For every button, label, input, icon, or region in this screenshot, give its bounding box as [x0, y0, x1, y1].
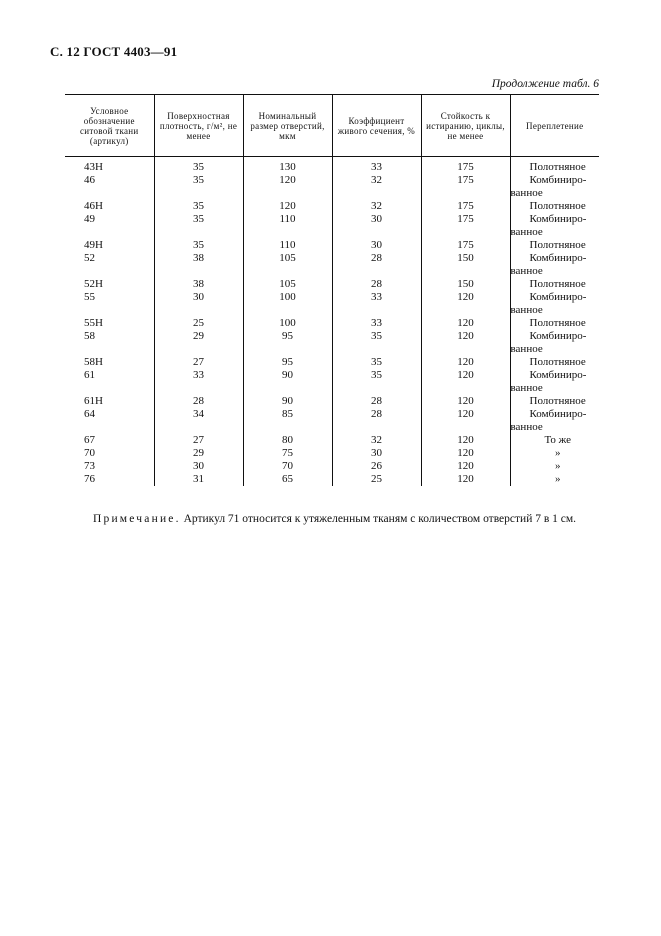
cell-weave: [510, 291, 599, 317]
weave-text: Комбиниро-: [529, 291, 587, 303]
note-text: Артикул 71 относится к утяжеленным тканям с количеством отверстий 7 в 1 см.: [183, 513, 577, 525]
cell-article: 46: [84, 174, 95, 186]
cell-density: 25: [154, 317, 243, 330]
cell-size: 105: [243, 252, 332, 278]
cell-resistance: 175: [421, 157, 510, 175]
cell-density: 33: [154, 369, 243, 395]
cell-weave: [510, 330, 599, 356]
weave-text: Комбиниро-: [529, 174, 587, 186]
cell-weave: [510, 317, 599, 330]
weave-text: Полотняное: [529, 239, 586, 251]
sieve-fabric-table: [65, 94, 599, 486]
weave-text: Полотняное: [529, 317, 586, 329]
cell-size: 120: [243, 200, 332, 213]
weave-text: »: [555, 447, 561, 459]
cell-resistance: 120: [421, 460, 510, 473]
cell-weave: [510, 213, 599, 239]
cell-resistance: 120: [421, 330, 510, 356]
header-article: Условное обозначение ситовой ткани (артикул): [65, 95, 154, 157]
cell-size: 85: [243, 408, 332, 434]
weave-text-continued: ванное: [510, 187, 543, 199]
cell-article: 61: [84, 369, 95, 381]
header-coefficient: Коэффициент живого сечения, %: [332, 95, 421, 157]
cell-density: 29: [154, 330, 243, 356]
header-resistance: Стойкость к истиранию, циклы, не менее: [421, 95, 510, 157]
weave-text: Комбиниро-: [529, 252, 587, 264]
table-row: [65, 239, 599, 252]
cell-size: 95: [243, 330, 332, 356]
weave-text: Полотняное: [529, 161, 586, 173]
cell-article: 52: [84, 252, 95, 264]
cell-weave: [510, 157, 599, 175]
cell-coefficient: 30: [332, 213, 421, 239]
cell-resistance: 150: [421, 252, 510, 278]
cell-density: 27: [154, 356, 243, 369]
cell-resistance: 120: [421, 395, 510, 408]
cell-coefficient: 32: [332, 200, 421, 213]
cell-article: 58Н: [84, 356, 103, 368]
cell-size: 130: [243, 157, 332, 175]
cell-weave: [510, 395, 599, 408]
weave-text: »: [555, 460, 561, 472]
cell-weave: [510, 174, 599, 200]
cell-coefficient: 28: [332, 278, 421, 291]
cell-weave: [510, 369, 599, 395]
weave-text-continued: ванное: [510, 421, 543, 433]
cell-weave: [510, 408, 599, 434]
cell-density: 30: [154, 291, 243, 317]
table-row: [65, 434, 599, 447]
cell-density: 34: [154, 408, 243, 434]
weave-text: То же: [544, 434, 571, 446]
cell-weave: [510, 447, 599, 460]
table-row: [65, 317, 599, 330]
cell-coefficient: 32: [332, 434, 421, 447]
table-row: [65, 157, 599, 175]
cell-weave: [510, 278, 599, 291]
weave-text: Полотняное: [529, 278, 586, 290]
cell-article: 55Н: [84, 317, 103, 329]
cell-size: 100: [243, 317, 332, 330]
cell-resistance: 120: [421, 369, 510, 395]
cell-resistance: 175: [421, 239, 510, 252]
cell-article: 73: [84, 460, 95, 472]
cell-resistance: 120: [421, 473, 510, 486]
weave-text-continued: ванное: [510, 226, 543, 238]
table-row: [65, 356, 599, 369]
cell-density: 35: [154, 213, 243, 239]
weave-text-continued: ванное: [510, 382, 543, 394]
cell-article: 70: [84, 447, 95, 459]
cell-density: 29: [154, 447, 243, 460]
table-body: [65, 157, 599, 487]
cell-resistance: 150: [421, 278, 510, 291]
cell-resistance: 120: [421, 291, 510, 317]
table-row: [65, 252, 599, 278]
cell-size: 90: [243, 369, 332, 395]
cell-resistance: 120: [421, 356, 510, 369]
weave-text: Комбиниро-: [529, 213, 587, 225]
weave-text: »: [555, 473, 561, 485]
header-size: Номинальный размер отверстий, мкм: [243, 95, 332, 157]
cell-size: 110: [243, 213, 332, 239]
cell-size: 80: [243, 434, 332, 447]
cell-weave: [510, 200, 599, 213]
weave-text-continued: ванное: [510, 343, 543, 355]
cell-density: 38: [154, 278, 243, 291]
table-row: [65, 200, 599, 213]
header-density: Поверхностная плотность, г/м², не менее: [154, 95, 243, 157]
weave-text-continued: ванное: [510, 265, 543, 277]
cell-size: 70: [243, 460, 332, 473]
cell-coefficient: 25: [332, 473, 421, 486]
cell-resistance: 120: [421, 447, 510, 460]
table-row: [65, 278, 599, 291]
cell-weave: [510, 239, 599, 252]
cell-coefficient: 33: [332, 317, 421, 330]
cell-article: 64: [84, 408, 95, 420]
cell-coefficient: 35: [332, 356, 421, 369]
cell-density: 35: [154, 174, 243, 200]
cell-size: 75: [243, 447, 332, 460]
cell-coefficient: 28: [332, 252, 421, 278]
cell-coefficient: 28: [332, 395, 421, 408]
cell-coefficient: 28: [332, 408, 421, 434]
cell-coefficient: 33: [332, 157, 421, 175]
page-header: С. 12 ГОСТ 4403—91: [50, 44, 178, 59]
table-note: [93, 513, 576, 525]
cell-density: 38: [154, 252, 243, 278]
cell-article: 58: [84, 330, 95, 342]
cell-weave: [510, 356, 599, 369]
weave-text-continued: ванное: [510, 304, 543, 316]
weave-text: Комбиниро-: [529, 408, 587, 420]
cell-density: 31: [154, 473, 243, 486]
cell-coefficient: 35: [332, 369, 421, 395]
cell-article: 43Н: [84, 161, 103, 173]
cell-size: 90: [243, 395, 332, 408]
table-row: [65, 447, 599, 460]
weave-text: Комбиниро-: [529, 369, 587, 381]
cell-coefficient: 30: [332, 239, 421, 252]
header-weave: Переплетение: [510, 95, 599, 157]
cell-size: 110: [243, 239, 332, 252]
cell-size: 105: [243, 278, 332, 291]
cell-density: 27: [154, 434, 243, 447]
cell-density: 35: [154, 157, 243, 175]
table-row: [65, 174, 599, 200]
weave-text: Полотняное: [529, 356, 586, 368]
cell-coefficient: 30: [332, 447, 421, 460]
table-header-row: [65, 95, 599, 157]
cell-article: 76: [84, 473, 95, 485]
table-continuation-label: Продолжение табл. 6: [491, 78, 599, 90]
cell-coefficient: 35: [332, 330, 421, 356]
cell-size: 120: [243, 174, 332, 200]
cell-coefficient: 32: [332, 174, 421, 200]
cell-resistance: 120: [421, 317, 510, 330]
weave-text: Полотняное: [529, 395, 586, 407]
note-label: Примечание.: [93, 513, 181, 525]
cell-weave: [510, 252, 599, 278]
table-row: [65, 369, 599, 395]
cell-article: 52Н: [84, 278, 103, 290]
table-row: [65, 408, 599, 434]
cell-density: 35: [154, 200, 243, 213]
cell-weave: [510, 434, 599, 447]
cell-article: 49: [84, 213, 95, 225]
cell-article: 67: [84, 434, 95, 446]
table-row: [65, 460, 599, 473]
cell-size: 65: [243, 473, 332, 486]
cell-coefficient: 26: [332, 460, 421, 473]
cell-density: 28: [154, 395, 243, 408]
table-6: [65, 94, 599, 486]
cell-resistance: 175: [421, 200, 510, 213]
table-row: [65, 330, 599, 356]
cell-article: 61Н: [84, 395, 103, 407]
cell-weave: [510, 460, 599, 473]
weave-text: Полотняное: [529, 200, 586, 212]
cell-size: 95: [243, 356, 332, 369]
table-row: [65, 473, 599, 486]
cell-article: 49Н: [84, 239, 103, 251]
cell-resistance: 175: [421, 174, 510, 200]
cell-article: 55: [84, 291, 95, 303]
cell-resistance: 120: [421, 434, 510, 447]
cell-weave: [510, 473, 599, 486]
cell-coefficient: 33: [332, 291, 421, 317]
cell-resistance: 175: [421, 213, 510, 239]
cell-article: 46Н: [84, 200, 103, 212]
cell-resistance: 120: [421, 408, 510, 434]
cell-density: 35: [154, 239, 243, 252]
table-row: [65, 213, 599, 239]
table-row: [65, 291, 599, 317]
weave-text: Комбиниро-: [529, 330, 587, 342]
table-row: [65, 395, 599, 408]
cell-density: 30: [154, 460, 243, 473]
cell-size: 100: [243, 291, 332, 317]
